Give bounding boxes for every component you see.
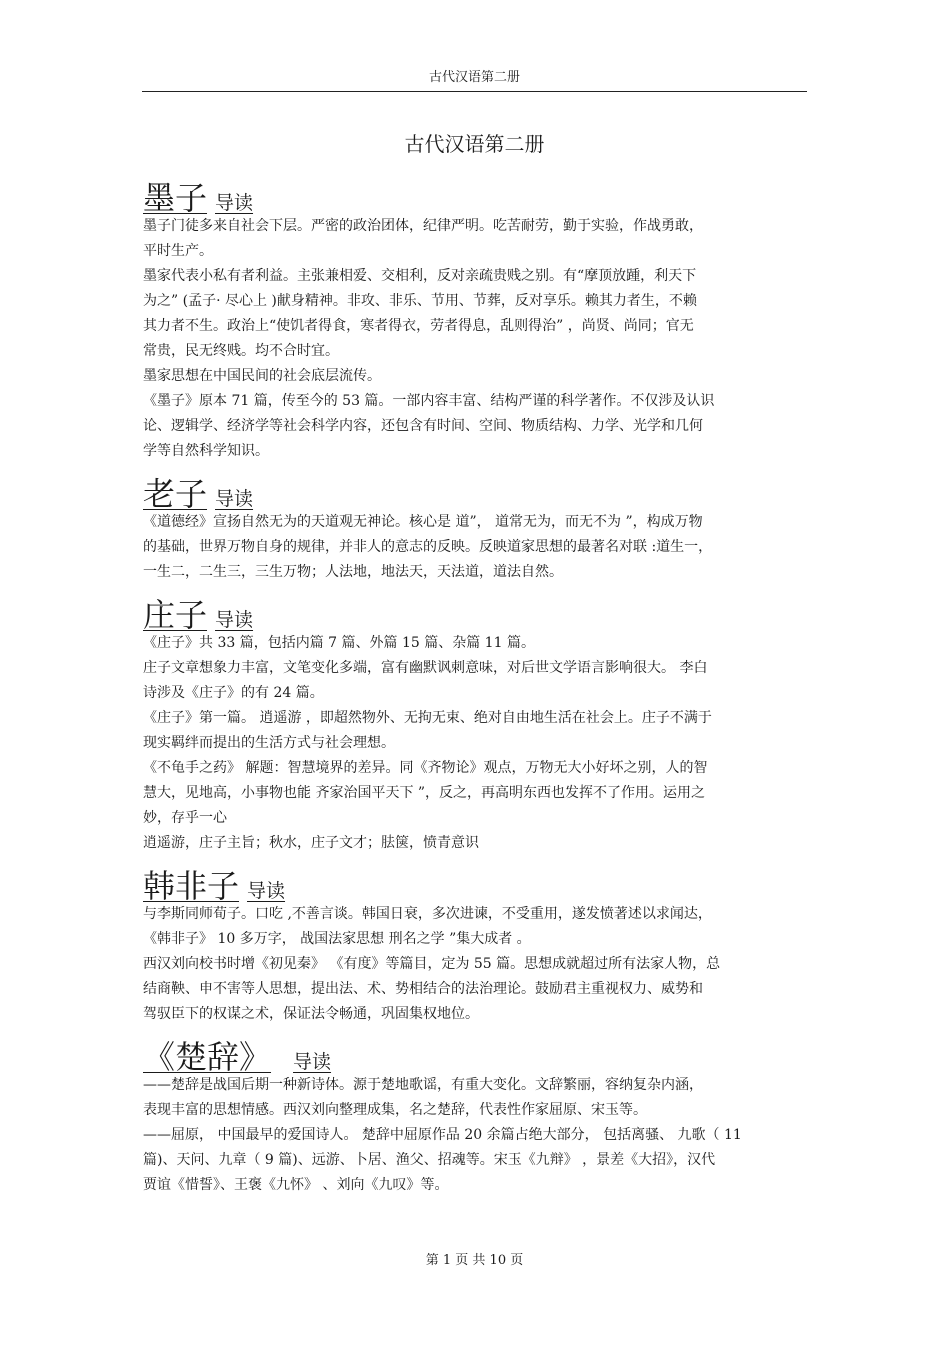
paragraph-line: 慧大，见地高，小事物也能 齐家治国平天下 ”，反之，再高明东西也发挥不了作用。运用之 [143,785,706,801]
section-title: 庄子 [143,596,208,634]
paragraph-line: 《庄子》第一篇。 逍遥游 ，即超然物外、无拘无束、绝对自由地生活在社会上。庄子不满于 [143,710,712,726]
section-subtitle: 导读 [215,488,254,510]
paragraph-line: 现实羁绊而提出的生活方式与社会理想。 [143,735,395,751]
paragraph-line: 贾谊《惜誓》、王褒《九怀》 、刘向《九叹》等。 [143,1177,449,1193]
section-title: 《楚辞》 [143,1038,272,1076]
page-footer: 第 1 页 共 10 页 [425,1253,524,1268]
section-heading-mozi [143,170,805,217]
paragraph-line: 为之” (孟子· 尽心上 )献身精神。非攻、非乐、节用、节葬，反对享乐。赖其力者生，不赖 [143,293,697,309]
paragraph-line: 诗涉及《庄子》的有 24 篇。 [143,685,324,701]
section-subtitle: 导读 [293,1051,332,1073]
paragraph-line: 表现丰富的思想情感。西汉刘向整理成集，名之楚辞，代表性作家屈原、宋玉等。 [143,1102,647,1118]
paragraph-line: 《墨子》原本 71 篇，传至今的 53 篇。一部内容丰富、结构严谨的科学著作。不仅涉及认识 [143,393,715,409]
page-header: 古代汉语第二册 [428,70,520,85]
document-body [143,170,805,1198]
paragraph-line: 常贵，民无终贱。均不合时宜。 [143,343,339,359]
section-subtitle: 导读 [215,192,254,214]
paragraph-line: 学等自然科学知识。 [143,443,269,459]
section-body-laozi [143,510,805,585]
paragraph-line: 结商鞅、申不害等人思想，提出法、术、势相结合的法治理论。鼓励君主重视权力、威势和 [143,981,703,997]
section-body-mozi [143,214,805,464]
section-heading-laozi [143,466,805,513]
section-subtitle: 导读 [247,880,286,902]
section-title: 墨子 [143,179,208,217]
section-title: 老子 [143,475,208,513]
section-subtitle: 导读 [215,609,254,631]
paragraph-line: 逍遥游，庄子主旨；秋水，庄子文才；胠箧，愤青意识 [143,835,479,851]
header-rule [142,91,807,92]
paragraph-line: 《不龟手之药》 解题：智慧境界的差异。同《齐物论》观点，万物无大小好坏之别，人的智 [143,760,708,776]
paragraph-line: 其力者不生。政治上“使饥者得食，寒者得衣，劳者得息，乱则得治” ，尚贤、尚同；官无 [143,318,694,334]
paragraph-line: 平时生产。 [143,243,213,259]
section-body-zhuangzi [143,631,805,856]
paragraph-line: 一生二，二生三，三生万物；人法地，地法天，天法道，道法自然。 [143,564,563,580]
paragraph-line: 墨子门徒多来自社会下层。严密的政治团体，纪律严明。吃苦耐劳，勤于实验，作战勇敢， [143,218,703,234]
paragraph-line: 的基础，世界万物自身的规律，并非人的意志的反映。反映道家思想的最著名对联 :道生一， [143,539,713,555]
paragraph-line: 庄子文章想象力丰富，文笔变化多端，富有幽默讽刺意味，对后世文学语言影响很大。 李白 [143,660,708,676]
paragraph-line: 《庄子》共 33 篇，包括内篇 7 篇、外篇 15 篇、杂篇 11 篇。 [143,635,535,651]
section-body-chuci [143,1073,805,1198]
paragraph-line: 《韩非子》 10 多万字， 战国法家思想 刑名之学 ”集大成者 。 [143,931,531,947]
paragraph-line: ——楚辞是战国后期一种新诗体。源于楚地歌谣，有重大变化。文辞繁丽，容纳复杂内涵， [143,1077,703,1093]
paragraph-line: 《道德经》宣扬自然无为的天道观无神论。核心是 道”， 道常无为，而无不为 ”，构成万物 [143,514,703,530]
section-heading-chuci [143,1029,805,1076]
paragraph-line: 墨家代表小私有者利益。主张兼相爱、交相利，反对亲疏贵贱之别。有“摩顶放踵，利天下 [143,268,697,284]
paragraph-line: 驾驭臣下的权谋之术，保证法令畅通，巩固集权地位。 [143,1006,479,1022]
paragraph-line: 妙，存乎一心 [143,810,227,826]
paragraph-line: ——屈原， 中国最早的爱国诗人。 楚辞中屈原作品 20 余篇占绝大部分， 包括离骚、 九歌（ 11 [143,1127,742,1143]
paragraph-line: 西汉刘向校书时增《初见秦》 《有度》等篇目，定为 55 篇。思想成就超过所有法家人物，总 [143,956,721,972]
section-title: 韩非子 [143,867,240,905]
paragraph-line: 与李斯同师荀子。口吃 ,不善言谈。韩国日衰，多次进谏，不受重用，遂发愤著述以求闻达， [143,906,712,922]
paragraph-line: 论、逻辑学、经济学等社会科学内容，还包含有时间、空间、物质结构、力学、光学和几何 [143,418,703,434]
document-title: 古代汉语第二册 [404,132,545,156]
section-body-hanfeizi [143,902,805,1027]
section-heading-hanfeizi [143,858,805,905]
section-heading-zhuangzi [143,587,805,634]
paragraph-line: 篇)、天问、九章（ 9 篇)、远游、卜居、渔父、招魂等。宋玉《九辩》 ，景差《大招》，汉代 [143,1152,716,1168]
paragraph-line: 墨家思想在中国民间的社会底层流传。 [143,368,381,384]
